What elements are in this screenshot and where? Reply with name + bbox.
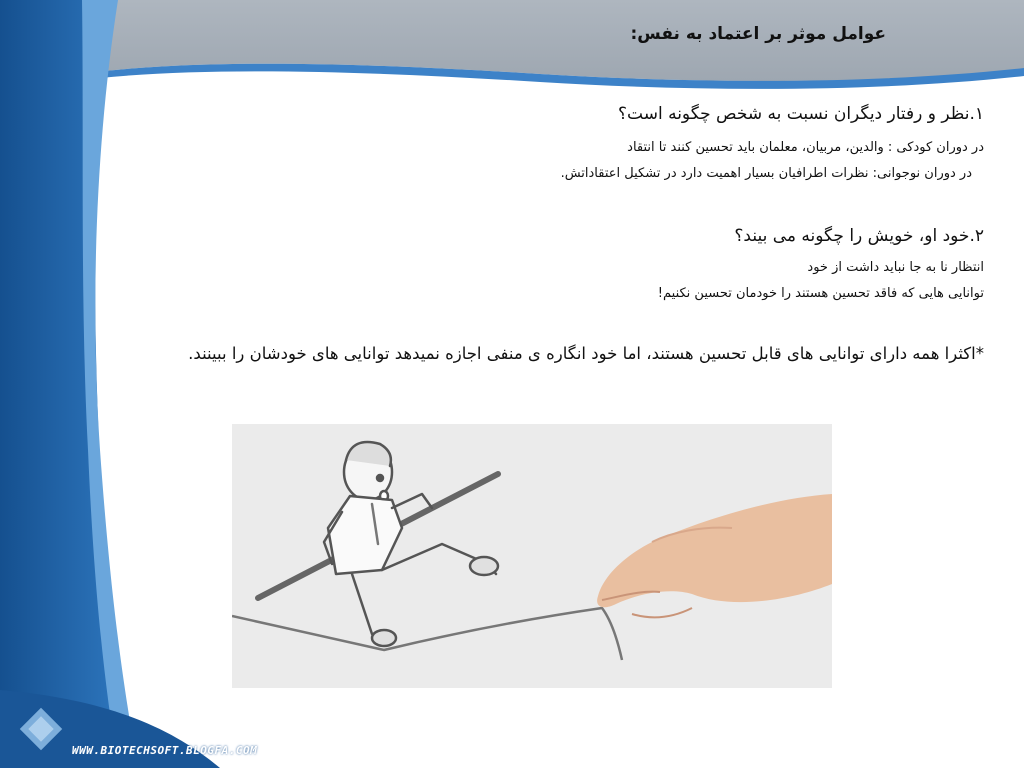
section1-line-2: در دوران نوجوانی: نظرات اطرافیان بسیار اهمیت دارد در تشکیل اعتقاداتش. xyxy=(560,166,972,181)
section1-heading: ۱.نظر و رفتار دیگران نسبت به شخص چگونه است؟ xyxy=(618,104,984,124)
section1-line-1: در دوران کودکی : والدین، مربیان، معلمان باید تحسین کنند تا انتقاد xyxy=(627,140,984,155)
slide-title: عوامل موثر بر اعتماد به نفس: xyxy=(630,24,886,44)
section2-line-2: توانایی هایی که فاقد تحسین هستند را خودمان تحسین نکنیم! xyxy=(657,286,984,301)
note-text: *اکثرا همه دارای توانایی های قابل تحسین هستند، اما خود انگاره ی منفی اجازه نمیدهد توانایی های خودشان را ببینند. xyxy=(188,344,984,363)
section2-heading: ۲.خود او، خویش را چگونه می بیند؟ xyxy=(734,226,984,246)
tightrope-illustration xyxy=(232,424,832,688)
website-url: WWW.BIOTECHSOFT.BLOGFA.COM xyxy=(72,744,258,757)
section2-line-1: انتظار نا به جا نباید داشت از خود xyxy=(807,260,984,275)
